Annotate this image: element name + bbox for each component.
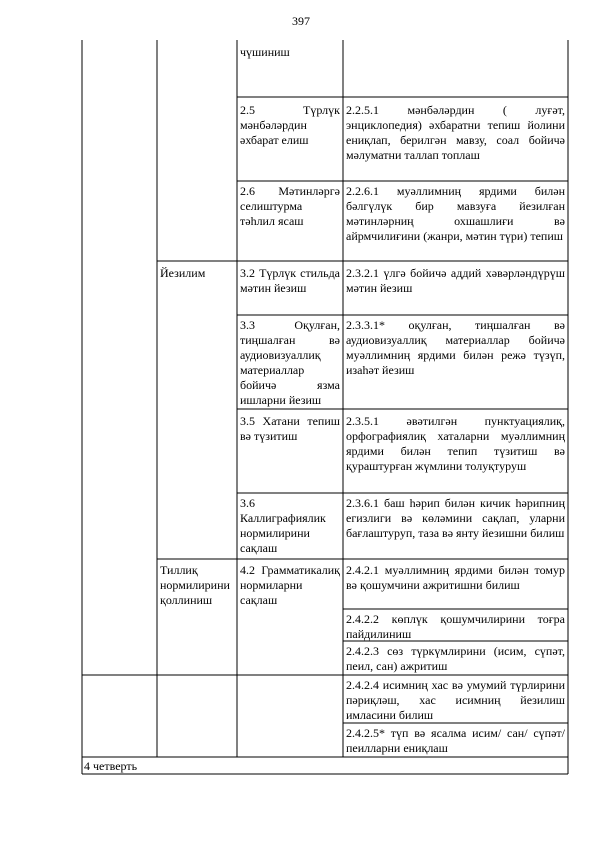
objective-2-3-2-1: 2.3.2.1 үлгә бойичә аддий хәвәрләндүрүш мәтин йезиш	[346, 266, 565, 295]
objective-2-3-3-1: 2.3.3.1* оқулған, тиңшалған вә аудиовизуаллиқ материаллар бойичә муәллимниң ярдими билән режә түзүп, изаһәт йезиш	[346, 318, 565, 377]
objective-2-3-5-1: 2.3.5.1 әвәтилгән пунктуациялиқ, орфографиялиқ хаталарни муәллимниң ярдими билән тепип түзитиш вә қураштурған жүмлини толуқтуруш	[346, 414, 565, 473]
page-number: 397	[292, 14, 310, 28]
skill-4-2: 4.2 Грамматикалиқ нормиларни сақлаш	[240, 563, 340, 607]
objective-2-4-2-1: 2.4.2.1 муәллимниң ярдими билән томур вә қошумчини ажритишни билиш	[346, 563, 565, 592]
quarter-label: 4 четверть	[84, 759, 138, 773]
skill-2-5: 2.5 Түрлүк мәнбәләрдин әхбарат елиш	[240, 103, 340, 147]
objective-2-4-2-5: 2.4.2.5* түп вә ясалма исим/ сан/ сүпәт/пеилларни ениқлаш	[346, 726, 565, 755]
objective-2-4-2-4: 2.4.2.4 исимниң хас вә умумий түрлирини пәриқләш, хас исимниң йезилиш имласини билиш	[346, 678, 565, 722]
objective-2-4-2-2: 2.4.2.2 көплүк қошумчилирини тоғра пайдилиниш	[346, 612, 565, 641]
skill-3-6: 3.6 Каллиграфиялик нормилирини сақлаш	[240, 496, 326, 555]
objective-2-4-2-3: 2.4.2.3 сөз түркүмлирини (исим, сүпәт, пеил, сан) ажритиш	[346, 644, 565, 673]
skill-chushinish: чүшиниш	[240, 45, 290, 59]
skill-3-2: 3.2 Түрлүк стильда мәтин йезиш	[240, 266, 340, 295]
section-yezilim: Йезилим	[160, 266, 206, 280]
objective-2-2-6-1: 2.2.6.1 муәллимниң ярдими билән бәлгүлүк бир мавзуға йезилған мәтинләрниң охшашлиғи вә айрмчилиғини (жанри, мәтин түри) тепиш	[346, 184, 565, 243]
skill-3-5: 3.5 Хатани тепиш вә түзитиш	[240, 414, 340, 443]
objective-2-3-6-1: 2.3.6.1 баш һәрип билән кичик һәрипниң егизлиги вә көләмини сақлап, уларни бағлаштуруп, таза вә янту йезишни билиш	[346, 496, 565, 540]
section-tillik-normiliri: Тиллиқ нормилирини қоллиниш	[160, 563, 230, 607]
skill-2-6: 2.6 Мәтинләргә селиштурма тәһлил ясаш	[240, 184, 340, 228]
skill-3-3: 3.3 Оқулған, тиңшалған вә аудиовизуаллиқ материаллар бойичә язма ишларни йезиш	[240, 318, 340, 407]
objective-2-2-5-1: 2.2.5.1 мәнбәләрдин ( луғәт, энциклопедия) әхбаратни тепиш йолини ениқлап, берилгән мавзу, соал бойичә мәлуматни таллап топлаш	[346, 103, 565, 162]
